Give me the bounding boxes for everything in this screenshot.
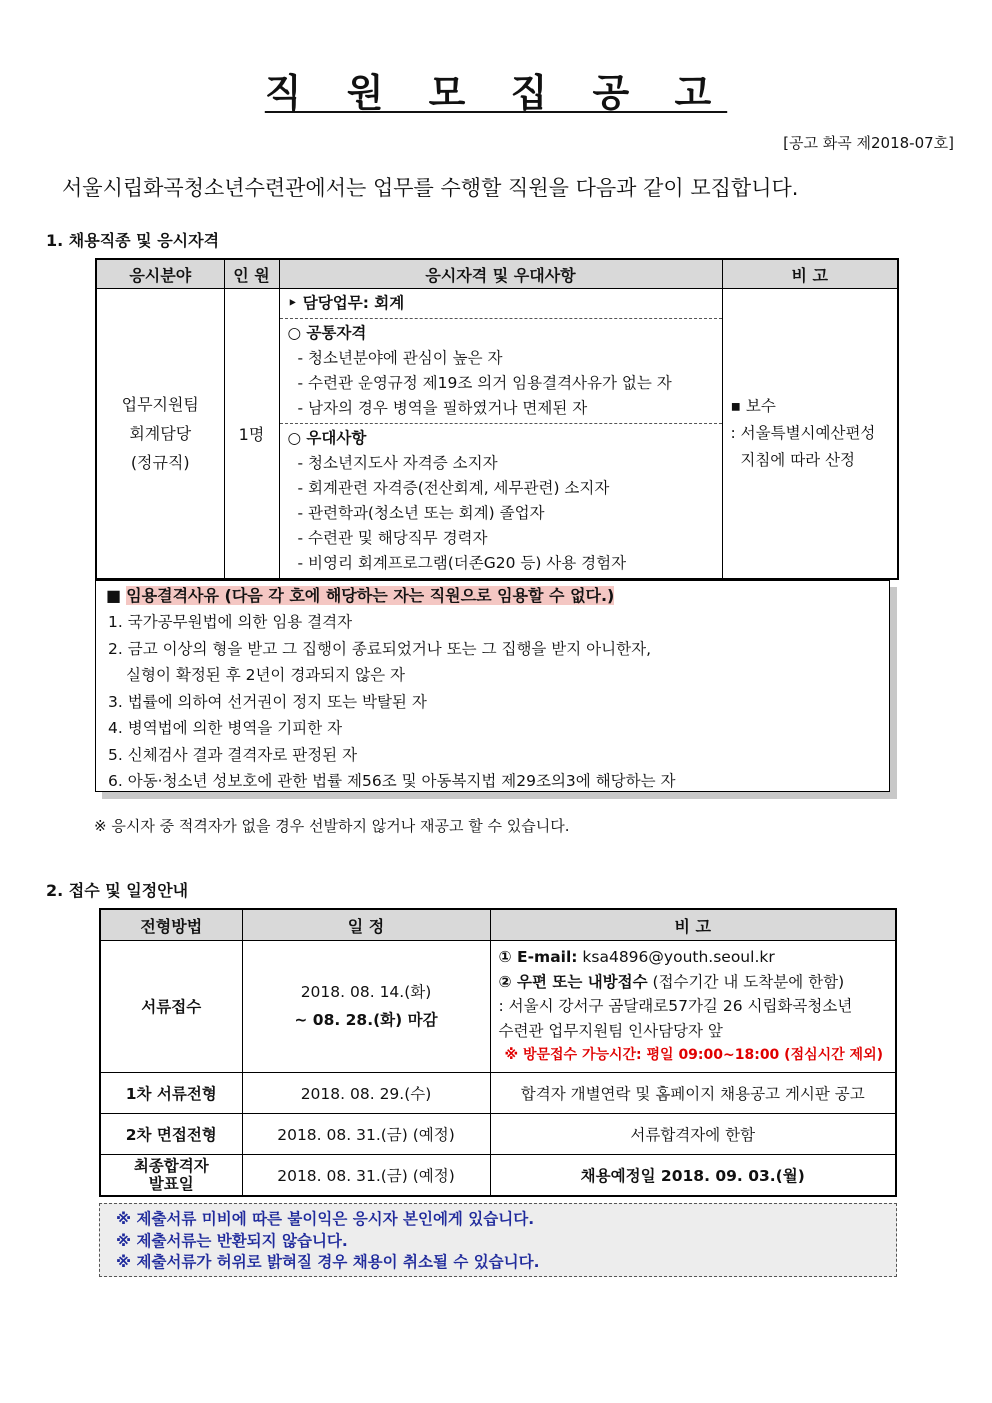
date-start: 2018. 08. 14.(화)	[300, 983, 432, 1002]
note-line: ※ 제출서류 미비에 따른 불이익은 응시자 본인에게 있습니다.	[116, 1210, 535, 1228]
submission-notes-box	[99, 1203, 897, 1277]
schedule-table	[99, 908, 897, 1197]
method-cell: 2차 면접전형	[100, 1113, 242, 1154]
section1-heading: 1. 채용직종 및 응시자격	[46, 231, 220, 250]
email-label: ① E-mail:	[498, 948, 578, 966]
common-block	[280, 318, 722, 423]
square-bullet-icon: ■	[106, 586, 122, 605]
qualification-table	[95, 258, 899, 580]
header-schedule: 일 정	[242, 909, 490, 941]
note-line: ▪ 보수	[730, 397, 776, 415]
method-cell: 1차 서류전형	[100, 1072, 242, 1113]
remark-cell: 서류합격자에 한함	[490, 1113, 896, 1154]
section2-heading: 2. 접수 및 일정안내	[46, 881, 189, 900]
note-line: 지침에 따라 산정	[730, 451, 856, 469]
table-header-row	[100, 909, 896, 941]
remark-cell: 채용예정일 2018. 09. 03.(월)	[490, 1154, 896, 1196]
list-item: 1. 국가공무원법에 의한 임용 결격자	[108, 613, 353, 631]
remark-cell: 합격자 개별연락 및 홈페이지 채용공고 게시판 공고	[490, 1072, 896, 1113]
list-item: 5. 신체검사 결과 결격자로 판정된 자	[108, 745, 358, 764]
list-item: 6. 아동·청소년 성보호에 관한 법률 제56조 및 아동복지법 제29조의3에 해당하는 자	[108, 772, 676, 790]
list-item: 3. 법률에 의하여 선거권이 정지 또는 박탈된 자	[108, 692, 427, 711]
note-line: : 서울특별시예산편성	[730, 424, 876, 442]
address-line: 수련관 업무지원팀 인사담당자 앞	[498, 1021, 723, 1040]
remark-cell	[490, 941, 896, 1073]
list-item: 4. 병역법에 의한 병역을 기피한 자	[108, 719, 343, 737]
page-title: 직 원 모 집 공 고	[264, 71, 728, 115]
preference-block	[280, 423, 722, 578]
disqualification-box	[95, 580, 890, 792]
list-item: - 청소년분야에 관심이 높은 자	[297, 349, 503, 367]
field-type: (정규직)	[130, 453, 190, 472]
footnote: ※ 응시자 중 적격자가 없을 경우 선발하지 않거나 재공고 할 수 있습니다.	[94, 817, 570, 835]
table-row	[100, 1154, 896, 1196]
header-note: 비 고	[722, 259, 898, 289]
count-cell: 1명	[224, 289, 279, 580]
list-item: - 수련관 운영규정 제19조 의거 임용결격사유가 없는 자	[297, 374, 672, 392]
field-cell	[96, 289, 224, 580]
table-row	[96, 289, 898, 580]
intro-text: 서울시립화곡청소년수련관에서는 업무를 수행할 직원을 다음과 같이 모집합니다.	[62, 176, 799, 200]
notice-number: [공고 화곡 제2018-07호]	[783, 134, 954, 152]
address-line: : 서울시 강서구 곰달래로57가길 26 시립화곡청소년	[498, 997, 853, 1015]
method-line: 최종합격자	[133, 1156, 209, 1175]
schedule-cell: 2018. 08. 29.(수)	[242, 1072, 490, 1113]
table-row	[100, 941, 896, 1073]
visit-hours: ※ 방문접수 가능시간: 평일 09:00~18:00 (점심시간 제외)	[504, 1047, 883, 1063]
schedule-cell: 2018. 08. 31.(금) (예정)	[242, 1113, 490, 1154]
list-item: 2. 금고 이상의 형을 받고 그 집행이 종료되었거나 또는 그 집행을 받지 아니한자,	[108, 639, 652, 658]
field-role: 회계담당	[129, 424, 192, 443]
post-line	[499, 970, 888, 995]
list-item: - 남자의 경우 병역을 필하였거나 면제된 자	[297, 399, 588, 417]
table-header-row	[96, 259, 898, 289]
post-note: (접수기간 내 도착분에 한함)	[647, 972, 845, 991]
note-cell	[722, 289, 898, 580]
schedule-cell: 2018. 08. 31.(금) (예정)	[242, 1154, 490, 1196]
note-line: ※ 제출서류가 허위로 밝혀질 경우 채용이 취소될 수 있습니다.	[116, 1253, 540, 1271]
list-item: - 비영리 회계프로그램(더존G20 등) 사용 경험자	[297, 554, 627, 572]
header-remark: 비 고	[490, 909, 896, 941]
header-method: 전형방법	[100, 909, 242, 941]
header-count: 인 원	[224, 259, 279, 289]
list-item: - 회계관련 자격증(전산회계, 세무관련) 소지자	[297, 479, 610, 497]
method-line: 발표일	[148, 1174, 194, 1193]
method-cell: 서류접수	[100, 941, 242, 1073]
method-cell	[100, 1154, 242, 1196]
list-item: - 관련학과(청소년 또는 회계) 졸업자	[297, 504, 545, 522]
email-line	[499, 945, 888, 970]
schedule-cell	[242, 941, 490, 1073]
disqualification-title: 임용결격사유 (다음 각 호에 해당하는 자는 직원으로 임용할 수 없다.)	[126, 586, 615, 605]
header-field: 응시분야	[96, 259, 224, 289]
header-qualification: 응시자격 및 우대사항	[279, 259, 722, 289]
table-row	[100, 1113, 896, 1154]
preference-heading: ○ 우대사항	[287, 429, 367, 447]
list-item: 실형이 확정된 후 2년이 경과되지 않은 자	[126, 666, 405, 684]
list-item: - 청소년지도사 자격증 소지자	[297, 454, 498, 472]
disqualification-heading	[106, 583, 889, 609]
post-label: ② 우편 또는 내방접수	[498, 972, 648, 991]
field-team: 업무지원팀	[121, 395, 199, 414]
duty-line: ‣ 담당업무: 회계	[287, 294, 405, 312]
email-address: ksa4896@youth.seoul.kr	[577, 948, 775, 966]
list-item: - 수련관 및 해당직무 경력자	[297, 529, 488, 547]
note-line: ※ 제출서류는 반환되지 않습니다.	[116, 1231, 348, 1250]
qualification-cell	[279, 289, 722, 580]
table-row	[100, 1072, 896, 1113]
date-end: ~ 08. 28.(화) 마감	[294, 1011, 438, 1030]
common-heading: ○ 공통자격	[287, 324, 367, 342]
